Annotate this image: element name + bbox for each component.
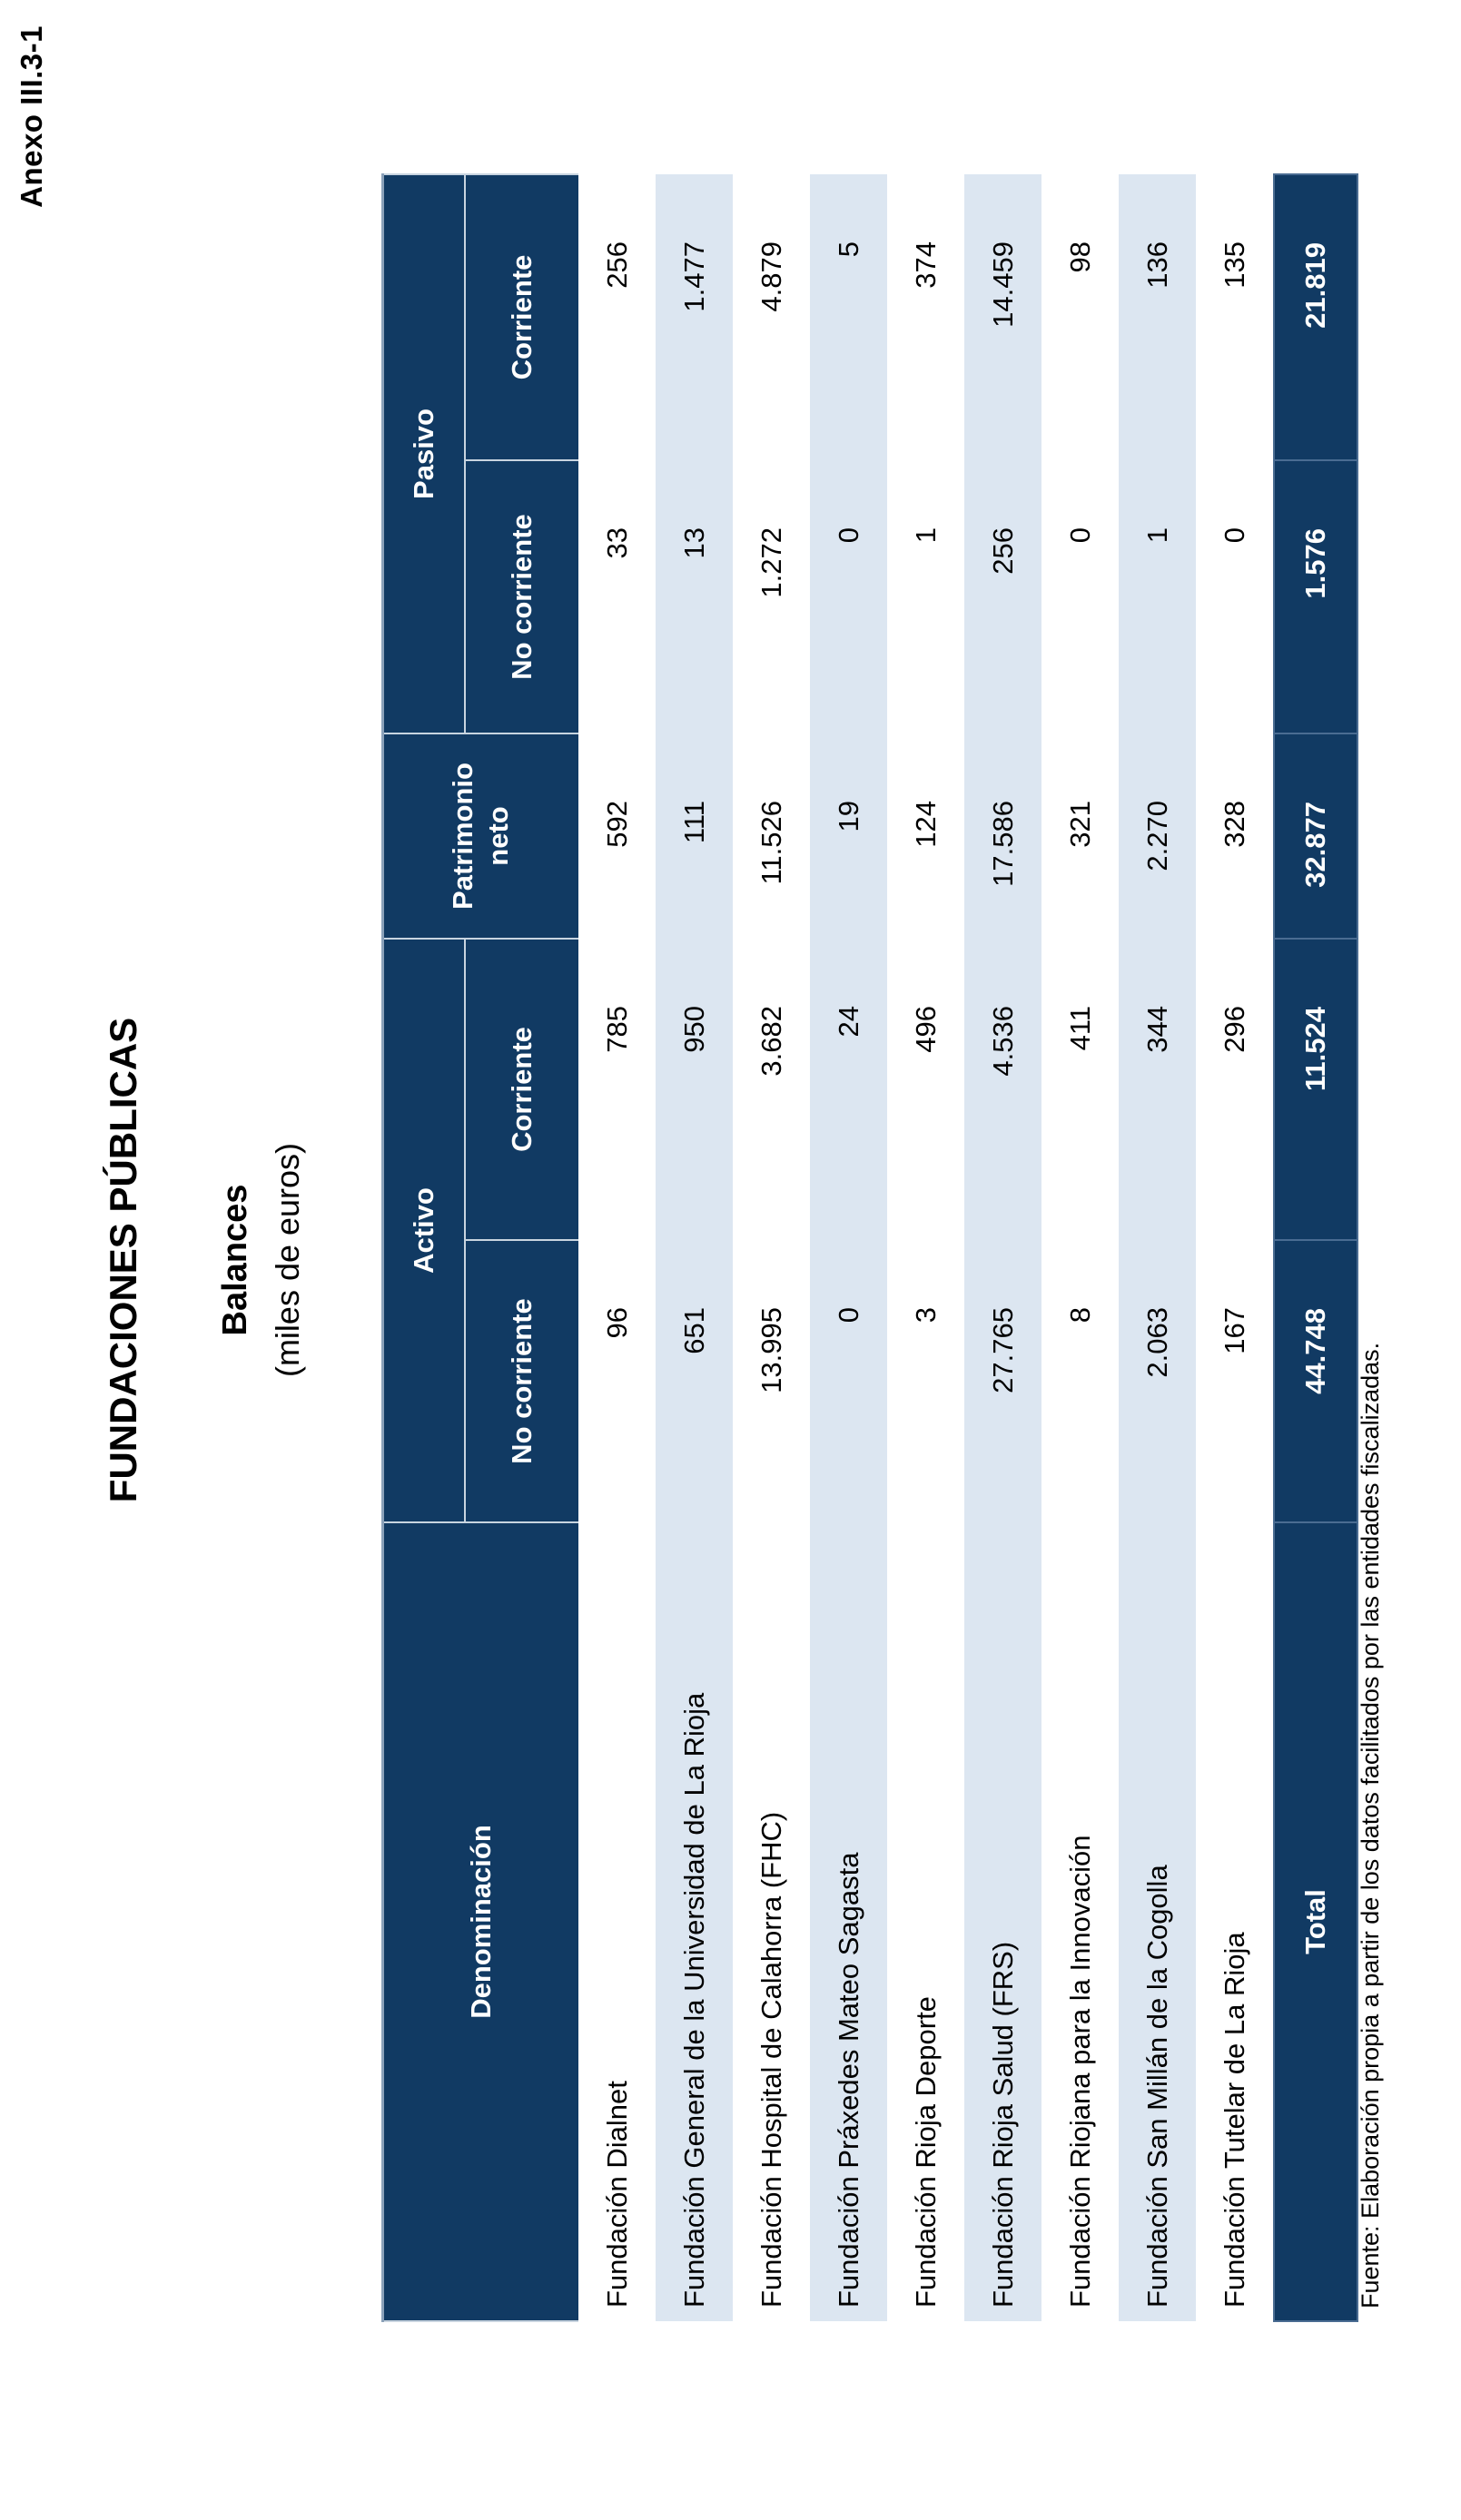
cell-patrimonio-neto: 11.526 bbox=[755, 801, 787, 885]
table-row bbox=[578, 174, 656, 2321]
header-patrimonio-neto: Patrimonio neto bbox=[383, 733, 579, 939]
header-denominacion: Denominación bbox=[383, 1522, 579, 2321]
cell-activo-corriente: 24 bbox=[810, 939, 887, 1240]
header-activo-group: Activo bbox=[383, 939, 466, 1522]
header-activo-corriente: Corriente bbox=[465, 939, 578, 1240]
cell-activo-corriente: 785 bbox=[600, 1006, 633, 1053]
header-pasivo-group: Pasivo bbox=[383, 174, 466, 733]
cell-activo-no-corriente: 0 bbox=[810, 1240, 887, 1522]
page-subtitle: Balances bbox=[216, 1184, 254, 1336]
cell-patrimonio-neto: 321 bbox=[1063, 801, 1096, 848]
unit-note: (miles de euros) bbox=[269, 1142, 306, 1378]
cell-pasivo-no-corriente: 0 bbox=[1218, 527, 1250, 544]
cell-activo-no-corriente: 96 bbox=[600, 1307, 633, 1339]
total-label: Total bbox=[1274, 1522, 1357, 2321]
table-row bbox=[1119, 174, 1196, 2321]
row-denominacion: Fundación Riojana para la Innovación bbox=[1063, 1835, 1096, 2308]
cell-pasivo-corriente: 14.459 bbox=[964, 174, 1041, 460]
header-pasivo-corriente: Corriente bbox=[465, 174, 578, 460]
annex-label: Anexo III.3-1 bbox=[15, 25, 48, 208]
cell-pasivo-corriente: 98 bbox=[1063, 241, 1096, 273]
cell-activo-no-corriente: 2.063 bbox=[1119, 1240, 1196, 1522]
table-row bbox=[656, 174, 733, 2321]
table-row bbox=[887, 174, 964, 2321]
total-row bbox=[1274, 174, 1357, 2321]
cell-patrimonio-neto: 328 bbox=[1218, 801, 1250, 848]
cell-patrimonio-neto: 2.270 bbox=[1119, 733, 1196, 939]
cell-pasivo-corriente: 5 bbox=[810, 174, 887, 460]
cell-pasivo-corriente: 135 bbox=[1218, 241, 1250, 289]
table-header bbox=[383, 174, 579, 2321]
cell-pasivo-corriente: 4.879 bbox=[755, 241, 787, 312]
table-row bbox=[810, 174, 887, 2321]
cell-pasivo-corriente: 256 bbox=[600, 241, 633, 289]
cell-pasivo-corriente: 1.477 bbox=[656, 174, 733, 460]
cell-activo-corriente: 4.536 bbox=[964, 939, 1041, 1240]
cell-activo-corriente: 344 bbox=[1119, 939, 1196, 1240]
header-pasivo-no-corriente: No corriente bbox=[465, 460, 578, 733]
table-body bbox=[578, 174, 1274, 2321]
balances-table bbox=[381, 173, 1358, 2322]
row-denominacion: Fundación Rioja Salud (FRS) bbox=[964, 1522, 1041, 2321]
cell-pasivo-corriente: 136 bbox=[1119, 174, 1196, 460]
row-denominacion: Fundación San Millán de la Cogolla bbox=[1119, 1522, 1196, 2321]
source-note: Fuente: Elaboración propia a partir de los datos facilitados por las entidades fiscalizadas. bbox=[1357, 1342, 1384, 2308]
cell-activo-no-corriente: 27.765 bbox=[964, 1240, 1041, 1522]
total-patrimonio-neto: 32.877 bbox=[1274, 733, 1357, 939]
cell-activo-corriente: 950 bbox=[656, 939, 733, 1240]
row-denominacion: Fundación Práxedes Mateo Sagasta bbox=[810, 1522, 887, 2321]
cell-activo-corriente: 496 bbox=[909, 1006, 942, 1053]
row-denominacion: Fundación Hospital de Calahorra (FHC) bbox=[755, 1811, 787, 2308]
row-denominacion: Fundación Dialnet bbox=[600, 2081, 633, 2308]
cell-activo-no-corriente: 8 bbox=[1063, 1307, 1096, 1324]
cell-patrimonio-neto: 111 bbox=[656, 733, 733, 939]
cell-pasivo-no-corriente: 13 bbox=[656, 460, 733, 733]
cell-pasivo-no-corriente: 256 bbox=[964, 460, 1041, 733]
total-activo-corriente: 11.524 bbox=[1274, 939, 1357, 1240]
table-row bbox=[1041, 174, 1119, 2321]
cell-patrimonio-neto: 17.586 bbox=[964, 733, 1041, 939]
cell-activo-corriente: 3.682 bbox=[755, 1006, 787, 1077]
table-row bbox=[964, 174, 1041, 2321]
cell-pasivo-no-corriente: 0 bbox=[1063, 527, 1096, 544]
page-title: FUNDACIONES PÚBLICAS bbox=[102, 1017, 144, 1503]
cell-activo-corriente: 296 bbox=[1218, 1006, 1250, 1053]
row-denominacion: Fundación Tutelar de La Rioja bbox=[1218, 1932, 1250, 2308]
header-activo-no-corriente: No corriente bbox=[465, 1240, 578, 1522]
table-row bbox=[1196, 174, 1274, 2321]
cell-pasivo-corriente: 374 bbox=[909, 241, 942, 289]
total-activo-no-corriente: 44.748 bbox=[1274, 1240, 1357, 1522]
cell-activo-corriente: 411 bbox=[1063, 1006, 1096, 1051]
cell-activo-no-corriente: 13.995 bbox=[755, 1307, 787, 1393]
cell-activo-no-corriente: 3 bbox=[909, 1307, 942, 1324]
total-pasivo-corriente: 21.819 bbox=[1274, 174, 1357, 460]
row-denominacion: Fundación General de la Universidad de La Rioja bbox=[656, 1522, 733, 2321]
row-denominacion: Fundación Rioja Deporte bbox=[909, 1996, 942, 2308]
cell-activo-no-corriente: 651 bbox=[656, 1240, 733, 1522]
table-row bbox=[733, 174, 810, 2321]
total-pasivo-no-corriente: 1.576 bbox=[1274, 460, 1357, 733]
table-total bbox=[1274, 174, 1357, 2321]
cell-patrimonio-neto: 592 bbox=[600, 801, 633, 848]
cell-pasivo-no-corriente: 1 bbox=[909, 527, 942, 544]
cell-pasivo-no-corriente: 0 bbox=[810, 460, 887, 733]
cell-pasivo-no-corriente: 1 bbox=[1119, 460, 1196, 733]
cell-activo-no-corriente: 167 bbox=[1218, 1307, 1250, 1354]
cell-patrimonio-neto: 124 bbox=[909, 801, 942, 848]
cell-pasivo-no-corriente: 33 bbox=[600, 527, 633, 559]
cell-pasivo-no-corriente: 1.272 bbox=[755, 527, 787, 598]
cell-patrimonio-neto: 19 bbox=[810, 733, 887, 939]
